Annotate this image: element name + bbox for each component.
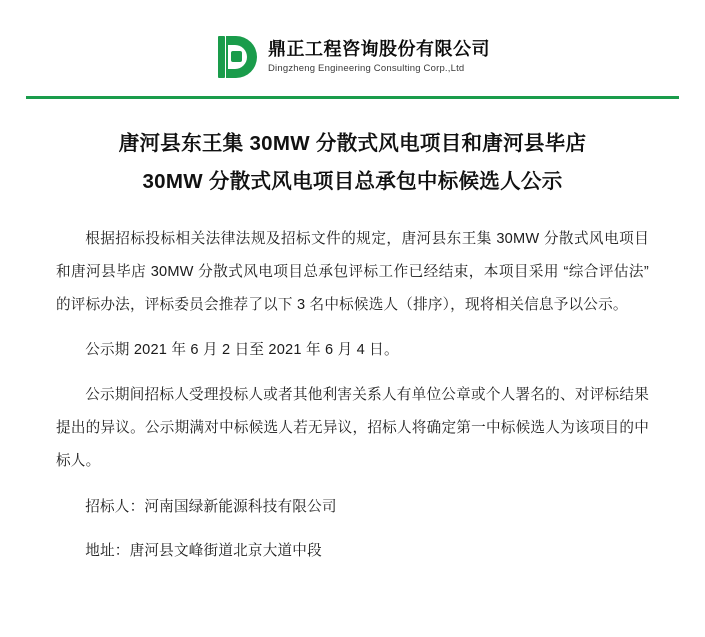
company-name-cn: 鼎正工程咨询股份有限公司 — [268, 38, 490, 59]
paragraph-3: 公示期间招标人受理投标人或者其他利害关系人有单位公章或个人署名的、对评标结果提出的异议。公示期满对中标候选人若无异议，招标人将确定第一中标候选人为该项目的中标人。 — [56, 387, 649, 469]
paragraph-4: 招标人：河南国绿新能源科技有限公司 — [85, 498, 337, 515]
page-title — [54, 125, 651, 201]
page-title-line-2: 30MW 分散式风电项目总承包中标候选人公示 — [142, 169, 563, 193]
paragraph-5: 地址：唐河县文峰街道北京大道中段 — [85, 543, 322, 560]
header-divider — [26, 96, 679, 99]
page-title-line-1: 唐河县东王集 30MW 分散式风电项目和唐河县毕店 — [118, 132, 587, 155]
company-name-block — [268, 40, 490, 74]
paragraph-1: 根据招标投标相关法律法规及招标文件的规定，唐河县东王集 30MW 分散式风电项目和唐河县毕店 30MW 分散式风电项目总承包评标工作已经结束，本项目采用 “综合评估法” 的评标办法，评标委员会推荐了以下 3 名中标候选人（排序），现将相关信息予以公示。 — [56, 230, 649, 313]
company-logo — [215, 34, 490, 80]
paragraph-2: 公示期 2021 年 6 月 2 日至 2021 年 6 月 4 日。 — [85, 342, 399, 359]
document-body — [56, 223, 649, 568]
dingzheng-logo-icon — [215, 34, 259, 80]
company-name-en: Dingzheng Engineering Consulting Corp.,Ltd — [268, 62, 465, 74]
document-header — [0, 0, 705, 90]
